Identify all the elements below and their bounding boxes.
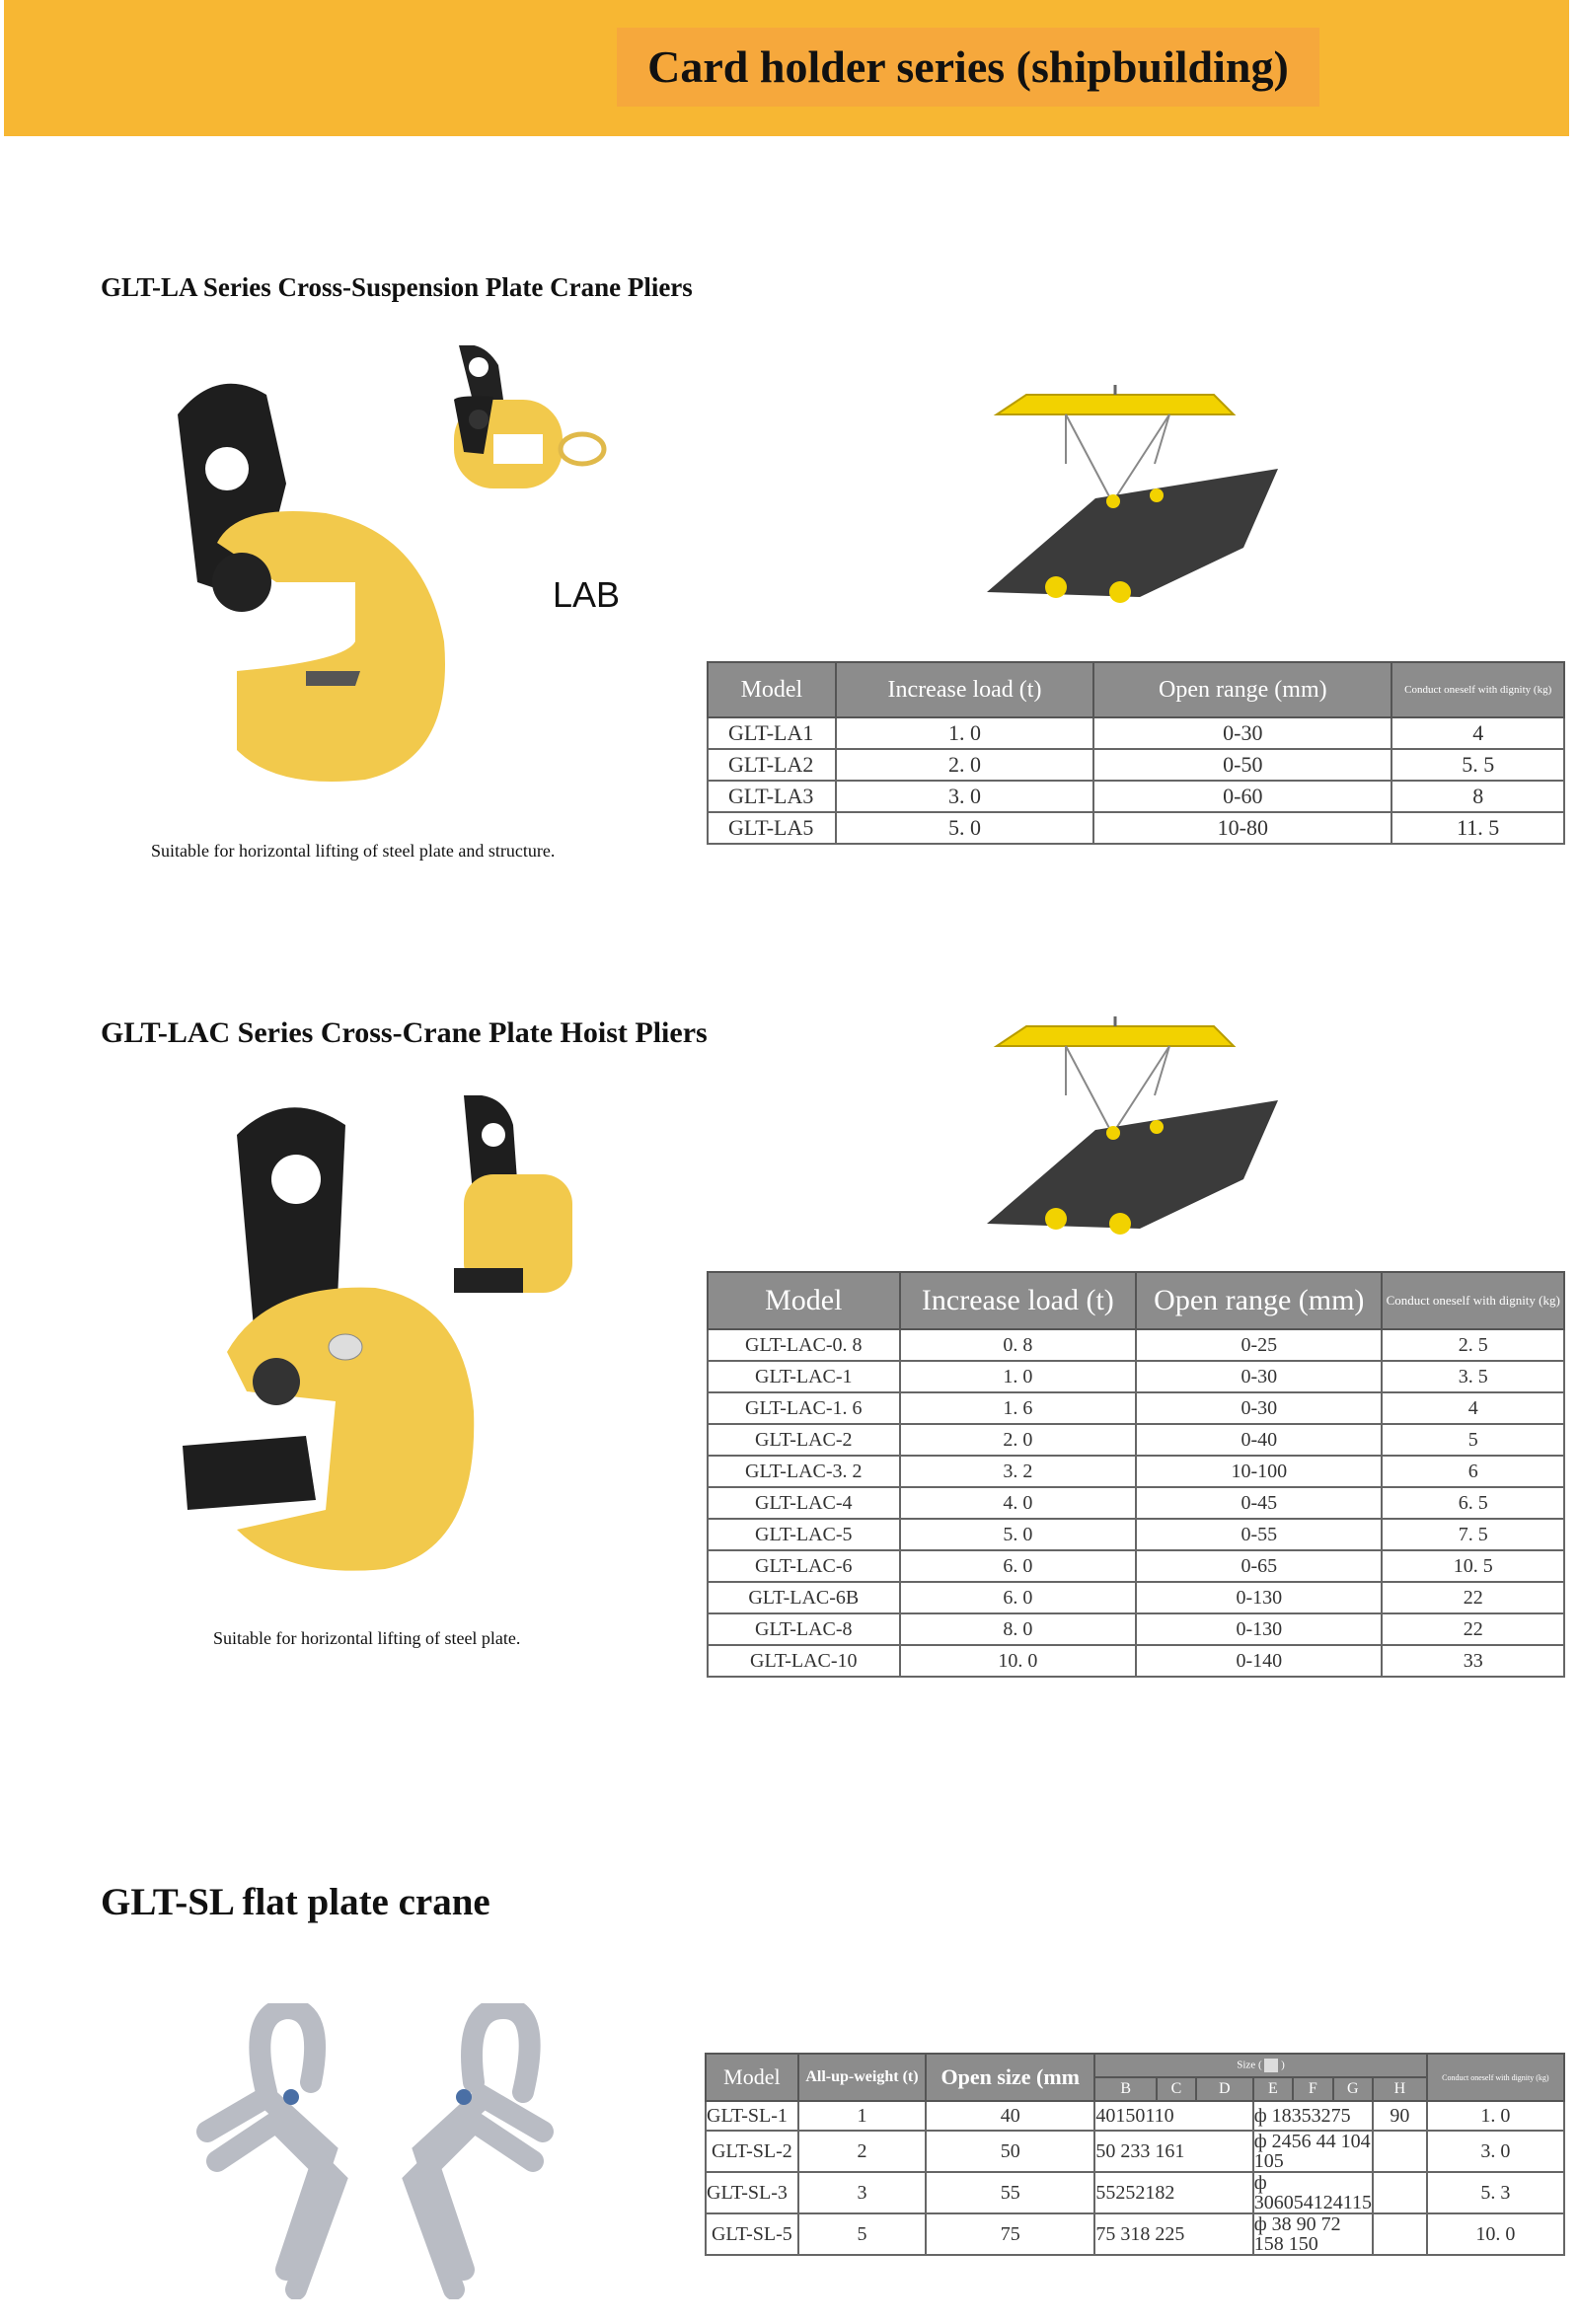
table-header-row — [708, 662, 1564, 717]
cell-weight: 10. 5 — [1382, 1550, 1564, 1582]
cell-load: 3. 2 — [900, 1456, 1137, 1487]
table-row — [706, 2131, 1564, 2172]
la-lifting-diagram — [987, 385, 1283, 622]
cell-model: GLT-LAC-4 — [708, 1487, 900, 1519]
col-header-size — [1094, 2054, 1426, 2077]
cell-open-size: 55 — [926, 2172, 1094, 2213]
sl-spec-table — [705, 2053, 1565, 2256]
cell-load: 8. 0 — [900, 1613, 1137, 1645]
cell-size-h — [1373, 2131, 1427, 2172]
cell-weight: 7. 5 — [1382, 1519, 1564, 1550]
sub-col-e: E — [1253, 2077, 1293, 2101]
cell-range: 0-60 — [1093, 781, 1391, 812]
cell-load: 10. 0 — [900, 1645, 1137, 1677]
table-header-row — [706, 2054, 1564, 2077]
cell-model: GLT-LA5 — [708, 812, 836, 844]
col-header-model: Model — [706, 2054, 798, 2101]
cell-model: GLT-SL-5 — [706, 2213, 798, 2255]
size-label-open: Size ( — [1237, 2059, 1262, 2071]
table-row — [708, 749, 1564, 781]
cell-load: 1. 0 — [900, 1361, 1137, 1392]
la-spec-table — [707, 661, 1565, 845]
cell-weight: 22 — [1382, 1582, 1564, 1613]
cell-size-efg: ф 18353275 — [1253, 2101, 1373, 2131]
table-row — [708, 1329, 1564, 1361]
cell-model: GLT-LAC-8 — [708, 1613, 900, 1645]
table-row — [708, 1361, 1564, 1392]
col-header-range: Open range (mm) — [1093, 662, 1391, 717]
cell-load: 6. 0 — [900, 1582, 1137, 1613]
cell-load: 3. 0 — [836, 781, 1093, 812]
cell-size-h — [1373, 2213, 1427, 2255]
cell-size-efg: ф 306054124115 — [1253, 2172, 1372, 2213]
cell-model: GLT-LAC-10 — [708, 1645, 900, 1677]
cell-size-efg: ф 38 90 72 158 150 — [1253, 2213, 1373, 2255]
page-title: Card holder series (shipbuilding) — [617, 28, 1319, 107]
cell-range: 10-80 — [1093, 812, 1391, 844]
cell-weight: 6 — [1382, 1456, 1564, 1487]
product-label-lab: LAB — [553, 574, 621, 615]
cell-model: GLT-LAC-1. 6 — [708, 1392, 900, 1424]
col-header-model: Model — [708, 662, 836, 717]
cell-range: 0-45 — [1136, 1487, 1382, 1519]
table-row — [708, 1519, 1564, 1550]
cell-size-bcd: 40150110 — [1094, 2101, 1252, 2131]
cell-model: GLT-LA2 — [708, 749, 836, 781]
lac-spec-table — [707, 1271, 1565, 1678]
cell-size-bcd: 55252182 — [1094, 2172, 1252, 2213]
cell-model: GLT-SL-2 — [706, 2131, 798, 2172]
cell-size-h — [1373, 2172, 1427, 2213]
lac-clamp-photo — [178, 1095, 612, 1579]
cell-size-h: 90 — [1373, 2101, 1427, 2131]
table-row — [708, 1645, 1564, 1677]
cell-load: 2. 0 — [836, 749, 1093, 781]
cell-open-size: 50 — [926, 2131, 1094, 2172]
table-row — [708, 1456, 1564, 1487]
la-caption: Suitable for horizontal lifting of steel plate and structure. — [151, 841, 556, 861]
size-label-close: ) — [1281, 2059, 1285, 2071]
cell-model: GLT-LA1 — [708, 717, 836, 749]
cell-load: 0. 8 — [900, 1329, 1137, 1361]
cell-model: GLT-LAC-2 — [708, 1424, 900, 1456]
cell-weight: 3. 5 — [1382, 1361, 1564, 1392]
cell-dignity: 3. 0 — [1427, 2131, 1564, 2172]
la-clamp-photo — [158, 345, 671, 789]
table-row — [708, 1582, 1564, 1613]
cell-range: 0-140 — [1136, 1645, 1382, 1677]
table-header-row — [708, 1272, 1564, 1329]
cell-model: GLT-SL-1 — [706, 2101, 798, 2131]
sub-col-b: B — [1094, 2077, 1157, 2101]
cell-range: 0-55 — [1136, 1519, 1382, 1550]
table-row — [706, 2101, 1564, 2131]
cell-range: 0-50 — [1093, 749, 1391, 781]
table-row — [708, 781, 1564, 812]
sub-col-h: H — [1373, 2077, 1427, 2101]
table-row — [708, 812, 1564, 844]
col-header-open-size: Open size (mm — [926, 2054, 1094, 2101]
cell-dignity: 5. 3 — [1427, 2172, 1564, 2213]
cell-model: GLT-LAC-0. 8 — [708, 1329, 900, 1361]
cell-load: 6. 0 — [900, 1550, 1137, 1582]
lac-caption: Suitable for horizontal lifting of steel plate. — [213, 1628, 521, 1648]
col-header-load: Increase load (t) — [900, 1272, 1137, 1329]
cell-weight: 33 — [1382, 1645, 1564, 1677]
section-title-lac: GLT-LAC Series Cross-Crane Plate Hoist Pliers — [101, 1016, 708, 1049]
cell-weight: 4 — [1391, 717, 1564, 749]
cell-range: 0-130 — [1136, 1613, 1382, 1645]
cell-range: 0-30 — [1093, 717, 1391, 749]
sl-hook-photo — [178, 2003, 572, 2299]
cell-load: 4. 0 — [900, 1487, 1137, 1519]
table-row — [706, 2172, 1564, 2213]
sub-col-g: G — [1333, 2077, 1373, 2101]
cell-size-bcd: 75 318 225 — [1094, 2213, 1252, 2255]
table-row — [708, 1487, 1564, 1519]
cell-range: 0-30 — [1136, 1392, 1382, 1424]
cell-load: 1. 0 — [836, 717, 1093, 749]
cell-weight: 11. 5 — [1391, 812, 1564, 844]
cell-range: 10-100 — [1136, 1456, 1382, 1487]
sub-col-c: C — [1157, 2077, 1196, 2101]
cell-weight-capacity: 2 — [798, 2131, 926, 2172]
cell-dignity: 1. 0 — [1427, 2101, 1564, 2131]
cell-load: 5. 0 — [836, 812, 1093, 844]
cell-load: 1. 6 — [900, 1392, 1137, 1424]
lac-lifting-diagram — [987, 1016, 1283, 1253]
cell-model: GLT-LAC-5 — [708, 1519, 900, 1550]
cell-range: 0-65 — [1136, 1550, 1382, 1582]
cell-range: 0-25 — [1136, 1329, 1382, 1361]
cell-model: GLT-LAC-6 — [708, 1550, 900, 1582]
cell-weight: 5 — [1382, 1424, 1564, 1456]
cell-dignity: 10. 0 — [1427, 2213, 1564, 2255]
col-header-load: Increase load (t) — [836, 662, 1093, 717]
table-row — [708, 1550, 1564, 1582]
cell-weight-capacity: 1 — [798, 2101, 926, 2131]
cell-load: 5. 0 — [900, 1519, 1137, 1550]
sub-col-d: D — [1196, 2077, 1253, 2101]
table-row — [708, 1392, 1564, 1424]
cell-weight-capacity: 3 — [798, 2172, 926, 2213]
table-row — [708, 1613, 1564, 1645]
table-row — [706, 2213, 1564, 2255]
cell-weight: 6. 5 — [1382, 1487, 1564, 1519]
cell-weight: 2. 5 — [1382, 1329, 1564, 1361]
cell-model: GLT-LAC-3. 2 — [708, 1456, 900, 1487]
col-header-dignity: Conduct oneself with dignity (kg) — [1427, 2054, 1564, 2101]
sub-col-f: F — [1293, 2077, 1332, 2101]
cell-model: GLT-LAC-6B — [708, 1582, 900, 1613]
cell-range: 0-40 — [1136, 1424, 1382, 1456]
cell-open-size: 40 — [926, 2101, 1094, 2131]
cell-size-bcd: 50 233 161 — [1094, 2131, 1252, 2172]
cell-weight: 4 — [1382, 1392, 1564, 1424]
col-header-weight-capacity: All-up-weight (t) — [798, 2054, 926, 2101]
cell-model: GLT-LAC-1 — [708, 1361, 900, 1392]
col-header-range: Open range (mm) — [1136, 1272, 1382, 1329]
cell-weight: 8 — [1391, 781, 1564, 812]
cell-load: 2. 0 — [900, 1424, 1137, 1456]
section-title-sl: GLT-SL flat plate crane — [101, 1881, 490, 1923]
cell-weight: 22 — [1382, 1613, 1564, 1645]
cell-range: 0-30 — [1136, 1361, 1382, 1392]
size-icon — [1264, 2059, 1278, 2072]
cell-model: GLT-SL-3 — [706, 2172, 798, 2213]
cell-range: 0-130 — [1136, 1582, 1382, 1613]
col-header-weight: Conduct oneself with dignity (kg) — [1382, 1272, 1564, 1329]
cell-size-efg: ф 2456 44 104 105 — [1253, 2131, 1373, 2172]
section-title-la: GLT-LA Series Cross-Suspension Plate Crane Pliers — [101, 272, 693, 302]
table-row — [708, 1424, 1564, 1456]
col-header-weight: Conduct oneself with dignity (kg) — [1391, 662, 1564, 717]
cell-model: GLT-LA3 — [708, 781, 836, 812]
cell-weight-capacity: 5 — [798, 2213, 926, 2255]
col-header-model: Model — [708, 1272, 900, 1329]
table-row — [708, 717, 1564, 749]
cell-weight: 5. 5 — [1391, 749, 1564, 781]
cell-open-size: 75 — [926, 2213, 1094, 2255]
